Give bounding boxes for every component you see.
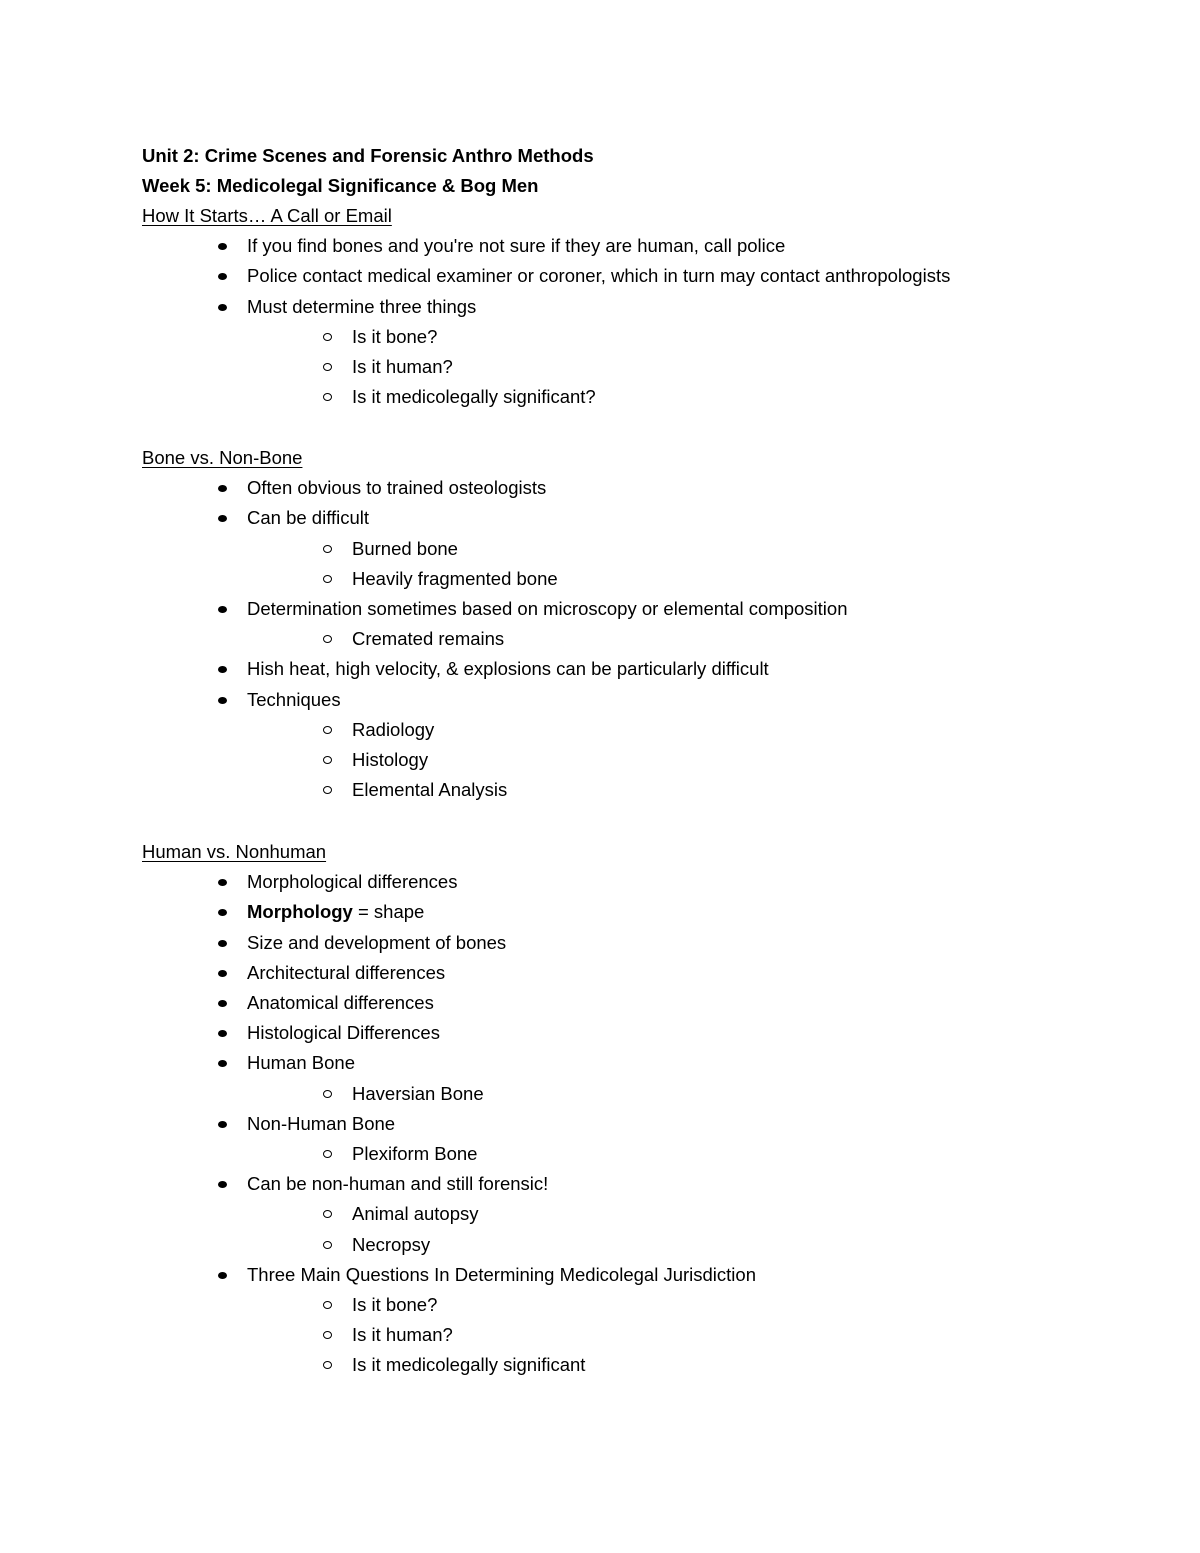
bullet-text: Is it medicolegally significant? xyxy=(352,386,596,407)
bullet-circle-icon xyxy=(316,386,338,408)
bullet-text: Radiology xyxy=(352,719,435,740)
bullet-circle-icon xyxy=(316,1143,338,1165)
bullet-text: Can be non-human and still forensic! xyxy=(247,1173,549,1194)
bullet-text: Techniques xyxy=(247,689,341,710)
bullet-circle-icon xyxy=(316,1083,338,1105)
bullet-text: Is it bone? xyxy=(352,326,438,347)
bullet-circle-icon xyxy=(316,1234,338,1256)
bullet-circle-icon xyxy=(316,1294,338,1316)
term-definition: = shape xyxy=(352,901,425,922)
bullet-text: Three Main Questions In Determining Medicolegal Jurisdiction xyxy=(247,1264,756,1285)
section-heading: Bone vs. Non-Bone xyxy=(142,447,303,468)
bullet-circle-icon xyxy=(316,538,338,560)
bullet-dot-icon xyxy=(211,235,233,257)
bullet-dot-icon xyxy=(211,265,233,287)
bullet-text: Anatomical differences xyxy=(247,992,434,1013)
bullet-text: Non-Human Bone xyxy=(247,1113,396,1134)
bullet-text: Size and development of bones xyxy=(247,932,507,953)
bullet-text: Is it bone? xyxy=(352,1294,438,1315)
bullet-dot-icon xyxy=(211,901,233,923)
bullet-circle-icon xyxy=(316,568,338,590)
bullet-text: Histology xyxy=(352,749,429,770)
bullet-circle-icon xyxy=(316,749,338,771)
bullet-text: Human Bone xyxy=(247,1052,355,1073)
bullet-text: Is it medicolegally significant xyxy=(352,1354,586,1375)
bullet-text: Must determine three things xyxy=(247,296,477,317)
bullet-text: Is it human? xyxy=(352,1324,453,1345)
week-title: Week 5: Medicolegal Significance & Bog Men xyxy=(142,175,539,196)
bullet-text: Can be difficult xyxy=(247,507,370,528)
bullet-text: If you find bones and you're not sure if they are human, call police xyxy=(247,235,786,256)
bullet-dot-icon xyxy=(211,507,233,529)
bullet-text: Cremated remains xyxy=(352,628,505,649)
bullet-text: Architectural differences xyxy=(247,962,446,983)
bullet-dot-icon xyxy=(211,1022,233,1044)
bullet-text: Haversian Bone xyxy=(352,1083,484,1104)
section-heading: Human vs. Nonhuman xyxy=(142,841,327,862)
bullet-circle-icon xyxy=(316,1354,338,1376)
unit-title: Unit 2: Crime Scenes and Forensic Anthro Methods xyxy=(142,145,594,166)
bullet-text: Heavily fragmented bone xyxy=(352,568,558,589)
bullet-text: Often obvious to trained osteologists xyxy=(247,477,547,498)
bullet-dot-icon xyxy=(211,1264,233,1286)
bullet-text: Hish heat, high velocity, & explosions can be particularly difficult xyxy=(247,658,769,679)
bullet-circle-icon xyxy=(316,356,338,378)
bullet-dot-icon xyxy=(211,962,233,984)
bullet-text: Animal autopsy xyxy=(352,1203,479,1224)
bullet-circle-icon xyxy=(316,1324,338,1346)
bullet-dot-icon xyxy=(211,477,233,499)
bullet-dot-icon xyxy=(211,1052,233,1074)
bullet-circle-icon xyxy=(316,719,338,741)
bullet-text: Histological Differences xyxy=(247,1022,440,1043)
bullet-text: Burned bone xyxy=(352,538,458,559)
section-heading: How It Starts… A Call or Email xyxy=(142,205,392,226)
bullet-text: Determination sometimes based on microscopy or elemental composition xyxy=(247,598,848,619)
bold-term: Morphology xyxy=(247,901,353,922)
bullet-text: Morphological differences xyxy=(247,871,458,892)
bullet-dot-icon xyxy=(211,871,233,893)
bullet-dot-icon xyxy=(211,296,233,318)
bullet-dot-icon xyxy=(211,932,233,954)
bullet-text: Elemental Analysis xyxy=(352,779,508,800)
bullet-dot-icon xyxy=(211,598,233,620)
bullet-dot-icon xyxy=(211,689,233,711)
bullet-circle-icon xyxy=(316,1203,338,1225)
bullet-circle-icon xyxy=(316,628,338,650)
bullet-text xyxy=(247,901,424,923)
bullet-dot-icon xyxy=(211,1173,233,1195)
bullet-circle-icon xyxy=(316,779,338,801)
bullet-text: Police contact medical examiner or coroner, which in turn may contact anthropologists xyxy=(247,265,951,286)
bullet-text: Is it human? xyxy=(352,356,453,377)
bullet-text: Plexiform Bone xyxy=(352,1143,478,1164)
bullet-dot-icon xyxy=(211,658,233,680)
bullet-dot-icon xyxy=(211,1113,233,1135)
bullet-dot-icon xyxy=(211,992,233,1014)
bullet-circle-icon xyxy=(316,326,338,348)
bullet-text: Necropsy xyxy=(352,1234,431,1255)
